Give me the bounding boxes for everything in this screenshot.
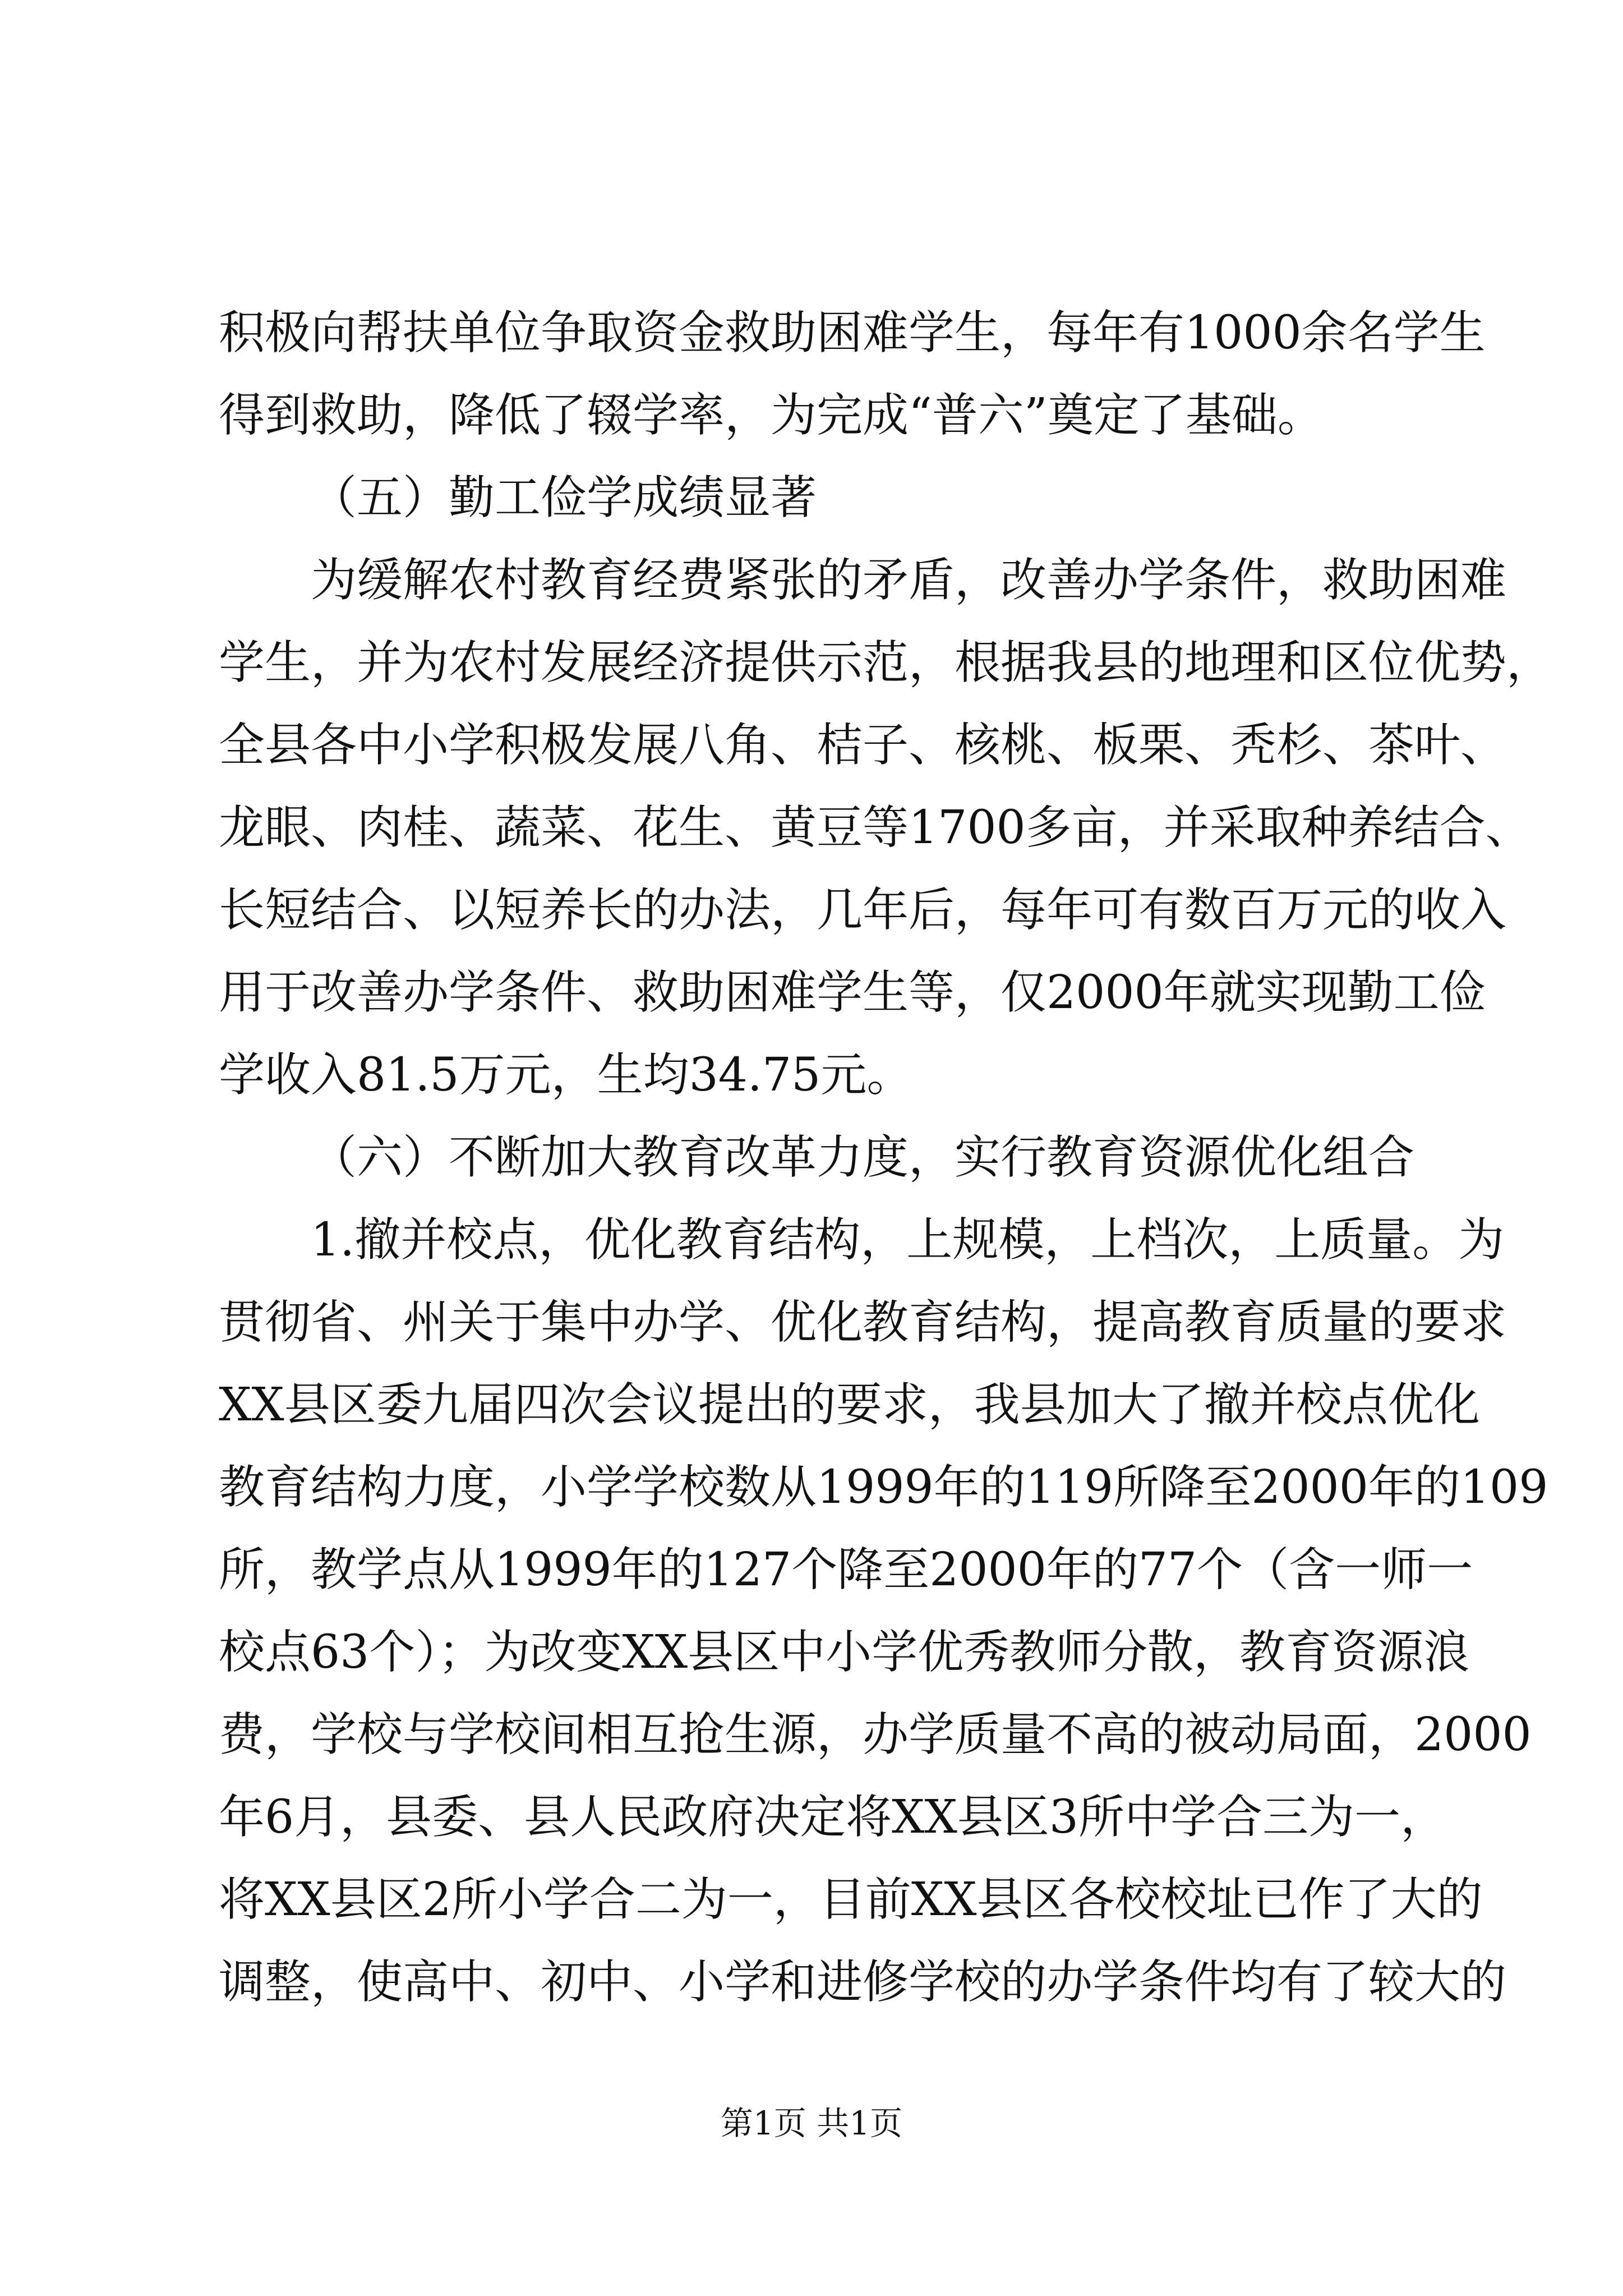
text-line: 为缓解农村教育经费紧张的矛盾，改善办学条件，救助困难 <box>311 554 1507 607</box>
text-line: 年6月，县委、县人民政府决定将XX县区3所中学合三为一， <box>219 1791 1447 1844</box>
text-line: 调整，使高中、初中、小学和进修学校的办学条件均有了较大的 <box>219 1955 1507 2009</box>
text-line: 贯彻省、州关于集中办学、优化教育结构，提高教育质量的要求 <box>219 1296 1507 1349</box>
text-line: 得到救助，降低了辍学率，为完成“普六”奠定了基础。 <box>219 389 1324 442</box>
text-line: XX县区委九届四次会议提出的要求，我县加大了撤并校点优化 <box>219 1378 1480 1432</box>
document-body <box>219 292 1553 2023</box>
text-line: 积极向帮扶单位争取资金救助困难学生，每年有1000余名学生 <box>219 306 1486 360</box>
text-line: 长短结合、以短养长的办法，几年后，每年可有数百万元的收入 <box>219 884 1507 937</box>
text-line: 学收入81.5万元，生均34.75元。 <box>219 1048 913 1102</box>
page-number: 第1页 共1页 <box>720 2104 903 2142</box>
text-line: 全县各中小学积极发展八角、桔子、核桃、板栗、秃杉、茶叶、 <box>219 719 1507 772</box>
text-line: 龙眼、肉桂、蔬菜、花生、黄豆等1700多亩，并采取种养结合、 <box>219 801 1532 854</box>
section-heading: （五）勤工俭学成绩显著 <box>311 471 817 524</box>
text-line: 费，学校与学校间相互抢生源，办学质量不高的被动局面，2000 <box>219 1708 1532 1761</box>
text-line: 学生，并为农村发展经济提供示范，根据我县的地理和区位优势， <box>219 636 1553 689</box>
text-line: 1.撤并校点，优化教育结构，上规模，上档次，上质量。为 <box>311 1213 1505 1267</box>
text-line: 教育结构力度，小学学校数从1999年的119所降至2000年的109 <box>219 1461 1548 1514</box>
section-heading: （六）不断加大教育改革力度，实行教育资源优化组合 <box>311 1131 1415 1184</box>
text-line: 用于改善办学条件、救助困难学生等，仅2000年就实现勤工俭 <box>219 966 1486 1019</box>
text-line: 所，教学点从1999年的127个降至2000年的77个（含一师一 <box>219 1543 1473 1596</box>
text-line: 将XX县区2所小学合二为一，目前XX县区各校校址已作了大的 <box>219 1873 1483 1926</box>
text-line: 校点63个）；为改变XX县区中小学优秀教师分散，教育资源浪 <box>219 1626 1470 1679</box>
